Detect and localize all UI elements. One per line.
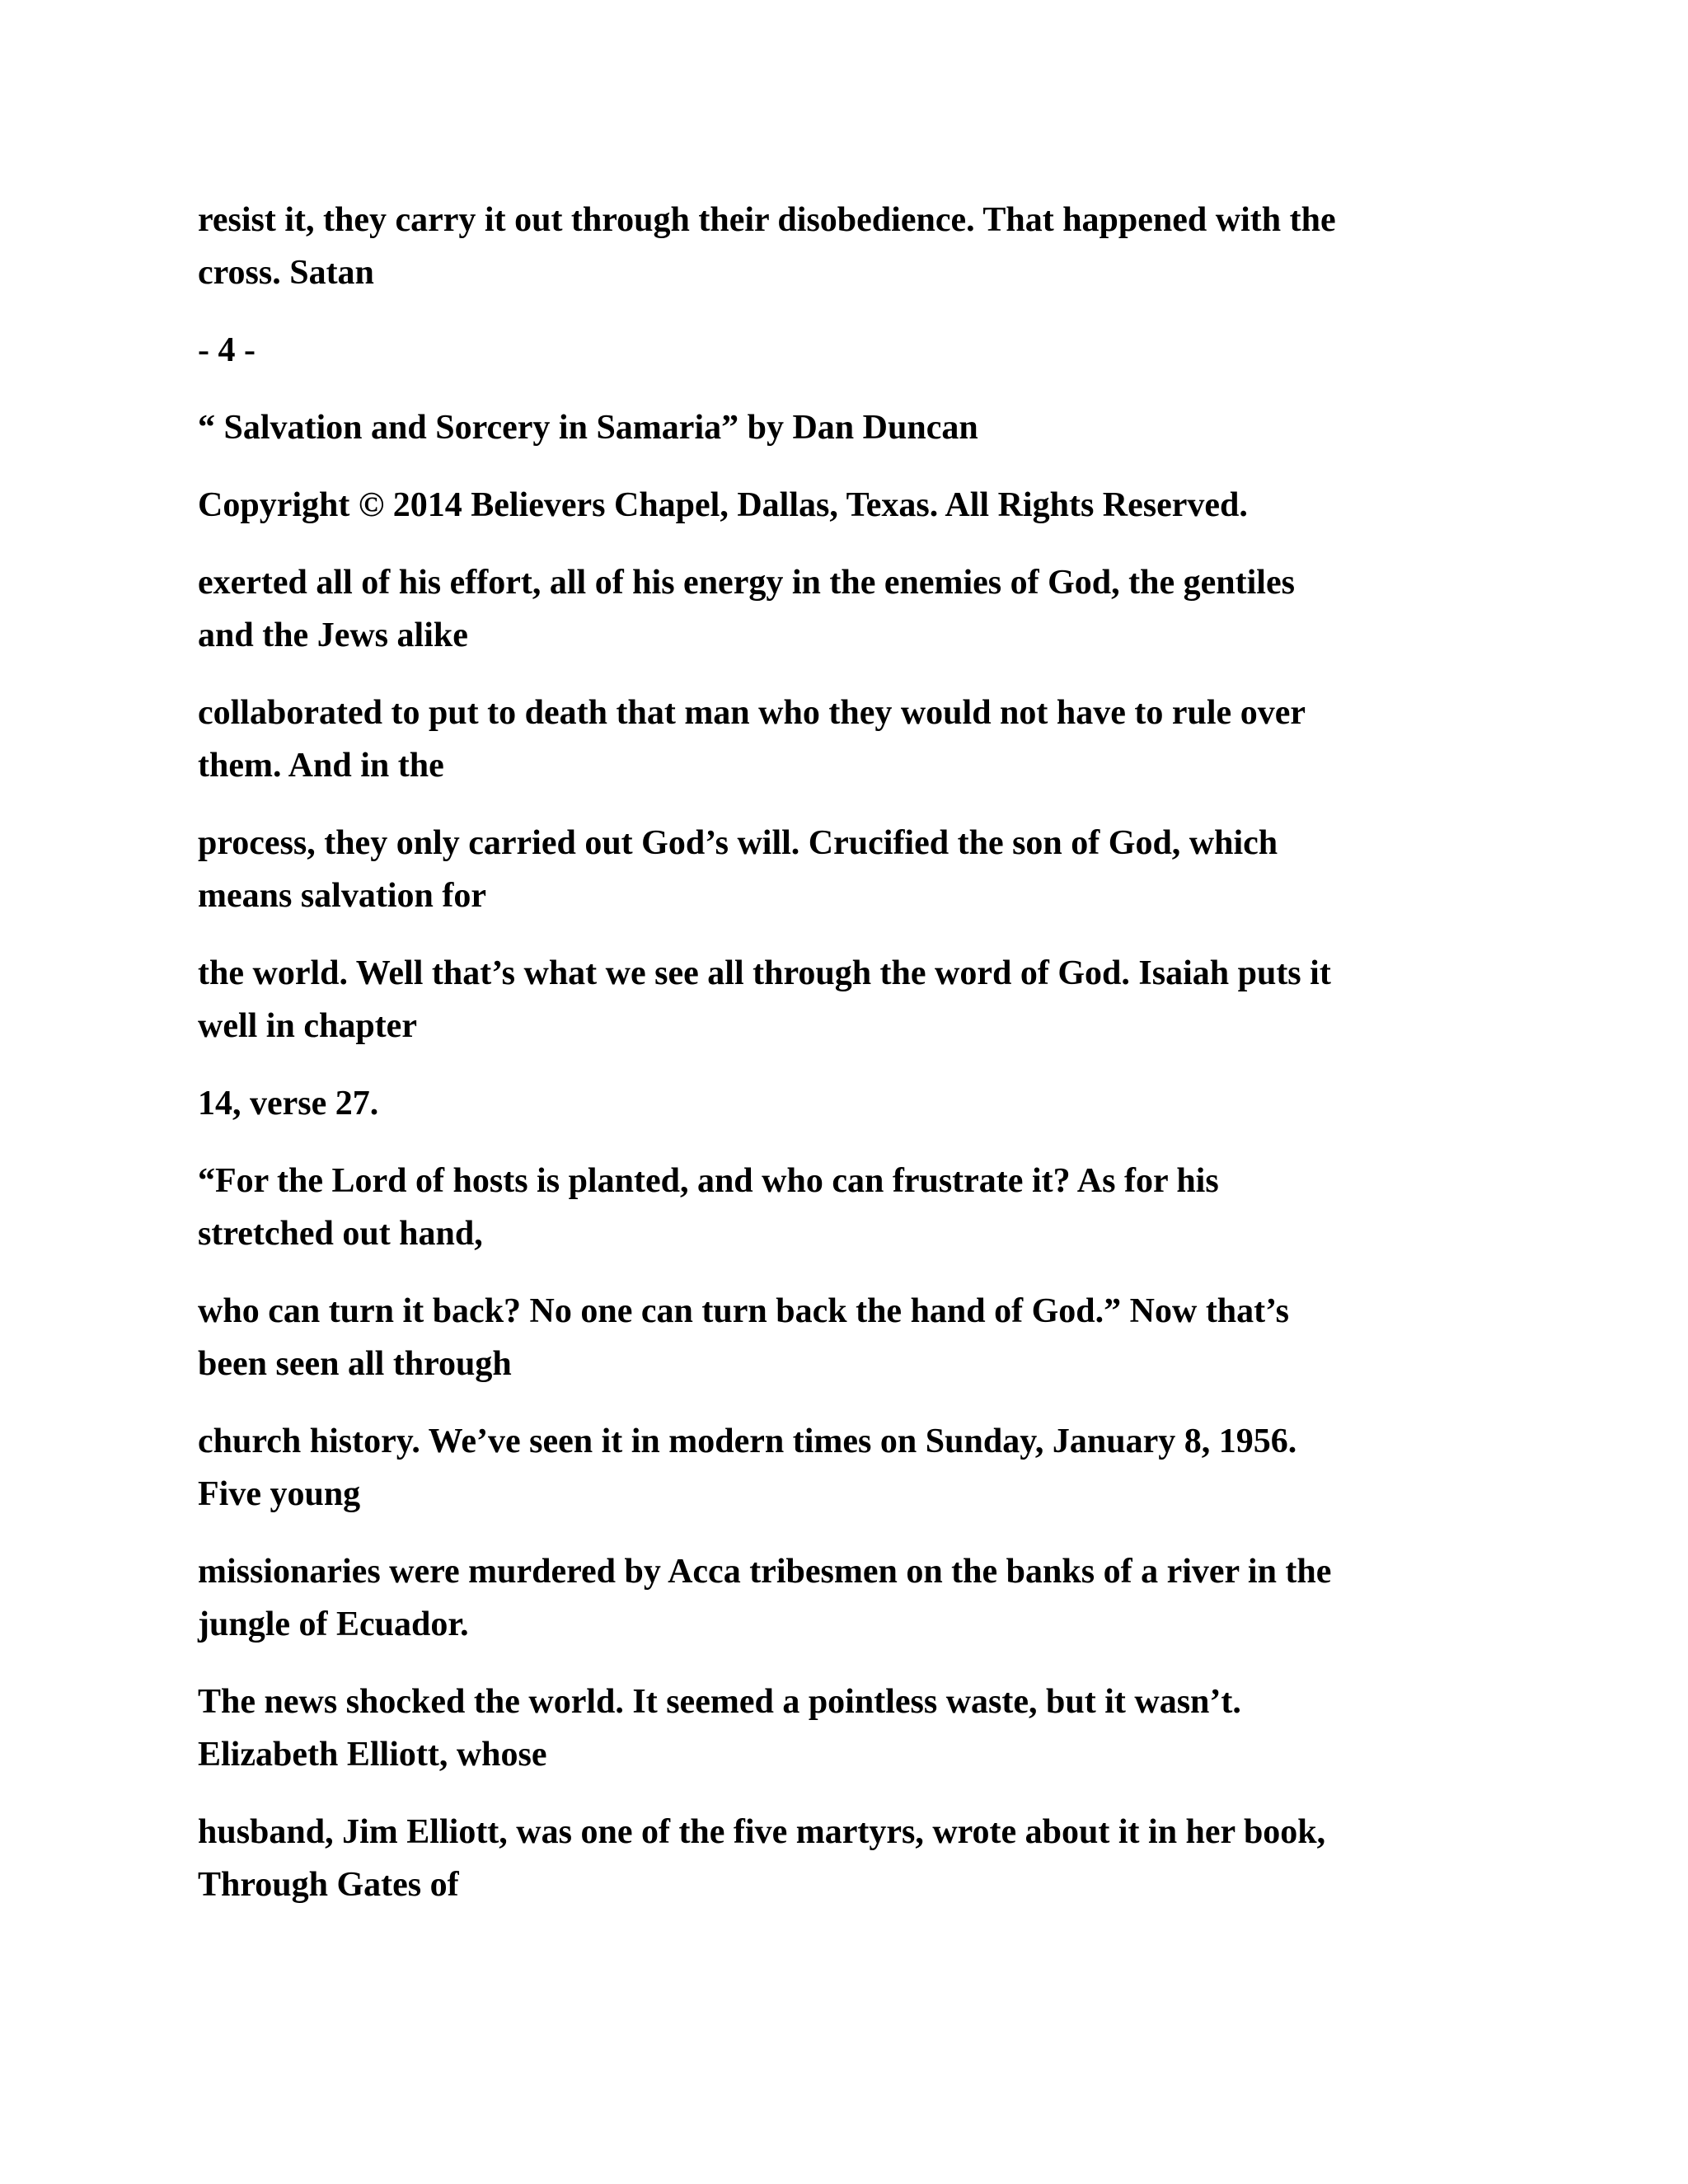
text-paragraph: husband, Jim Elliott, was one of the five martyrs, wrote about it in her book, Through Gates of — [198, 1813, 1326, 1904]
text-paragraph: 14, verse 27. — [198, 1085, 379, 1122]
text-paragraph: missionaries were murdered by Acca tribesmen on the banks of a river in the jungle of Ecuador. — [198, 1553, 1332, 1643]
text-paragraph: process, they only carried out God’s will. Crucified the son of God, which means salvation for — [198, 824, 1278, 915]
page-body — [198, 194, 1500, 1936]
text-paragraph: The news shocked the world. It seemed a pointless waste, but it wasn’t. Elizabeth Elliott, whose — [198, 1683, 1241, 1774]
text-paragraph: exerted all of his effort, all of his energy in the enemies of God, the gentiles and the Jews alike — [198, 564, 1295, 654]
text-paragraph: resist it, they carry it out through their disobedience. That happened with the cross. Satan — [198, 201, 1336, 292]
sermon-title-header: “ Salvation and Sorcery in Samaria” by Dan Duncan — [198, 409, 978, 447]
text-paragraph: the world. Well that’s what we see all through the word of God. Isaiah puts it well in chapter — [198, 954, 1331, 1045]
text-paragraph: collaborated to put to death that man who they would not have to rule over them. And in the — [198, 694, 1306, 785]
page-number: - 4 - — [198, 331, 256, 369]
text-paragraph: church history. We’ve seen it in modern times on Sunday, January 8, 1956. Five young — [198, 1422, 1297, 1513]
scripture-quote: “For the Lord of hosts is planted, and who can frustrate it? As for his stretched out hand, — [198, 1162, 1219, 1253]
copyright-notice: Copyright © 2014 Believers Chapel, Dallas, Texas. All Rights Reserved. — [198, 486, 1248, 524]
text-paragraph: who can turn it back? No one can turn back the hand of God.” Now that’s been seen all through — [198, 1292, 1289, 1383]
